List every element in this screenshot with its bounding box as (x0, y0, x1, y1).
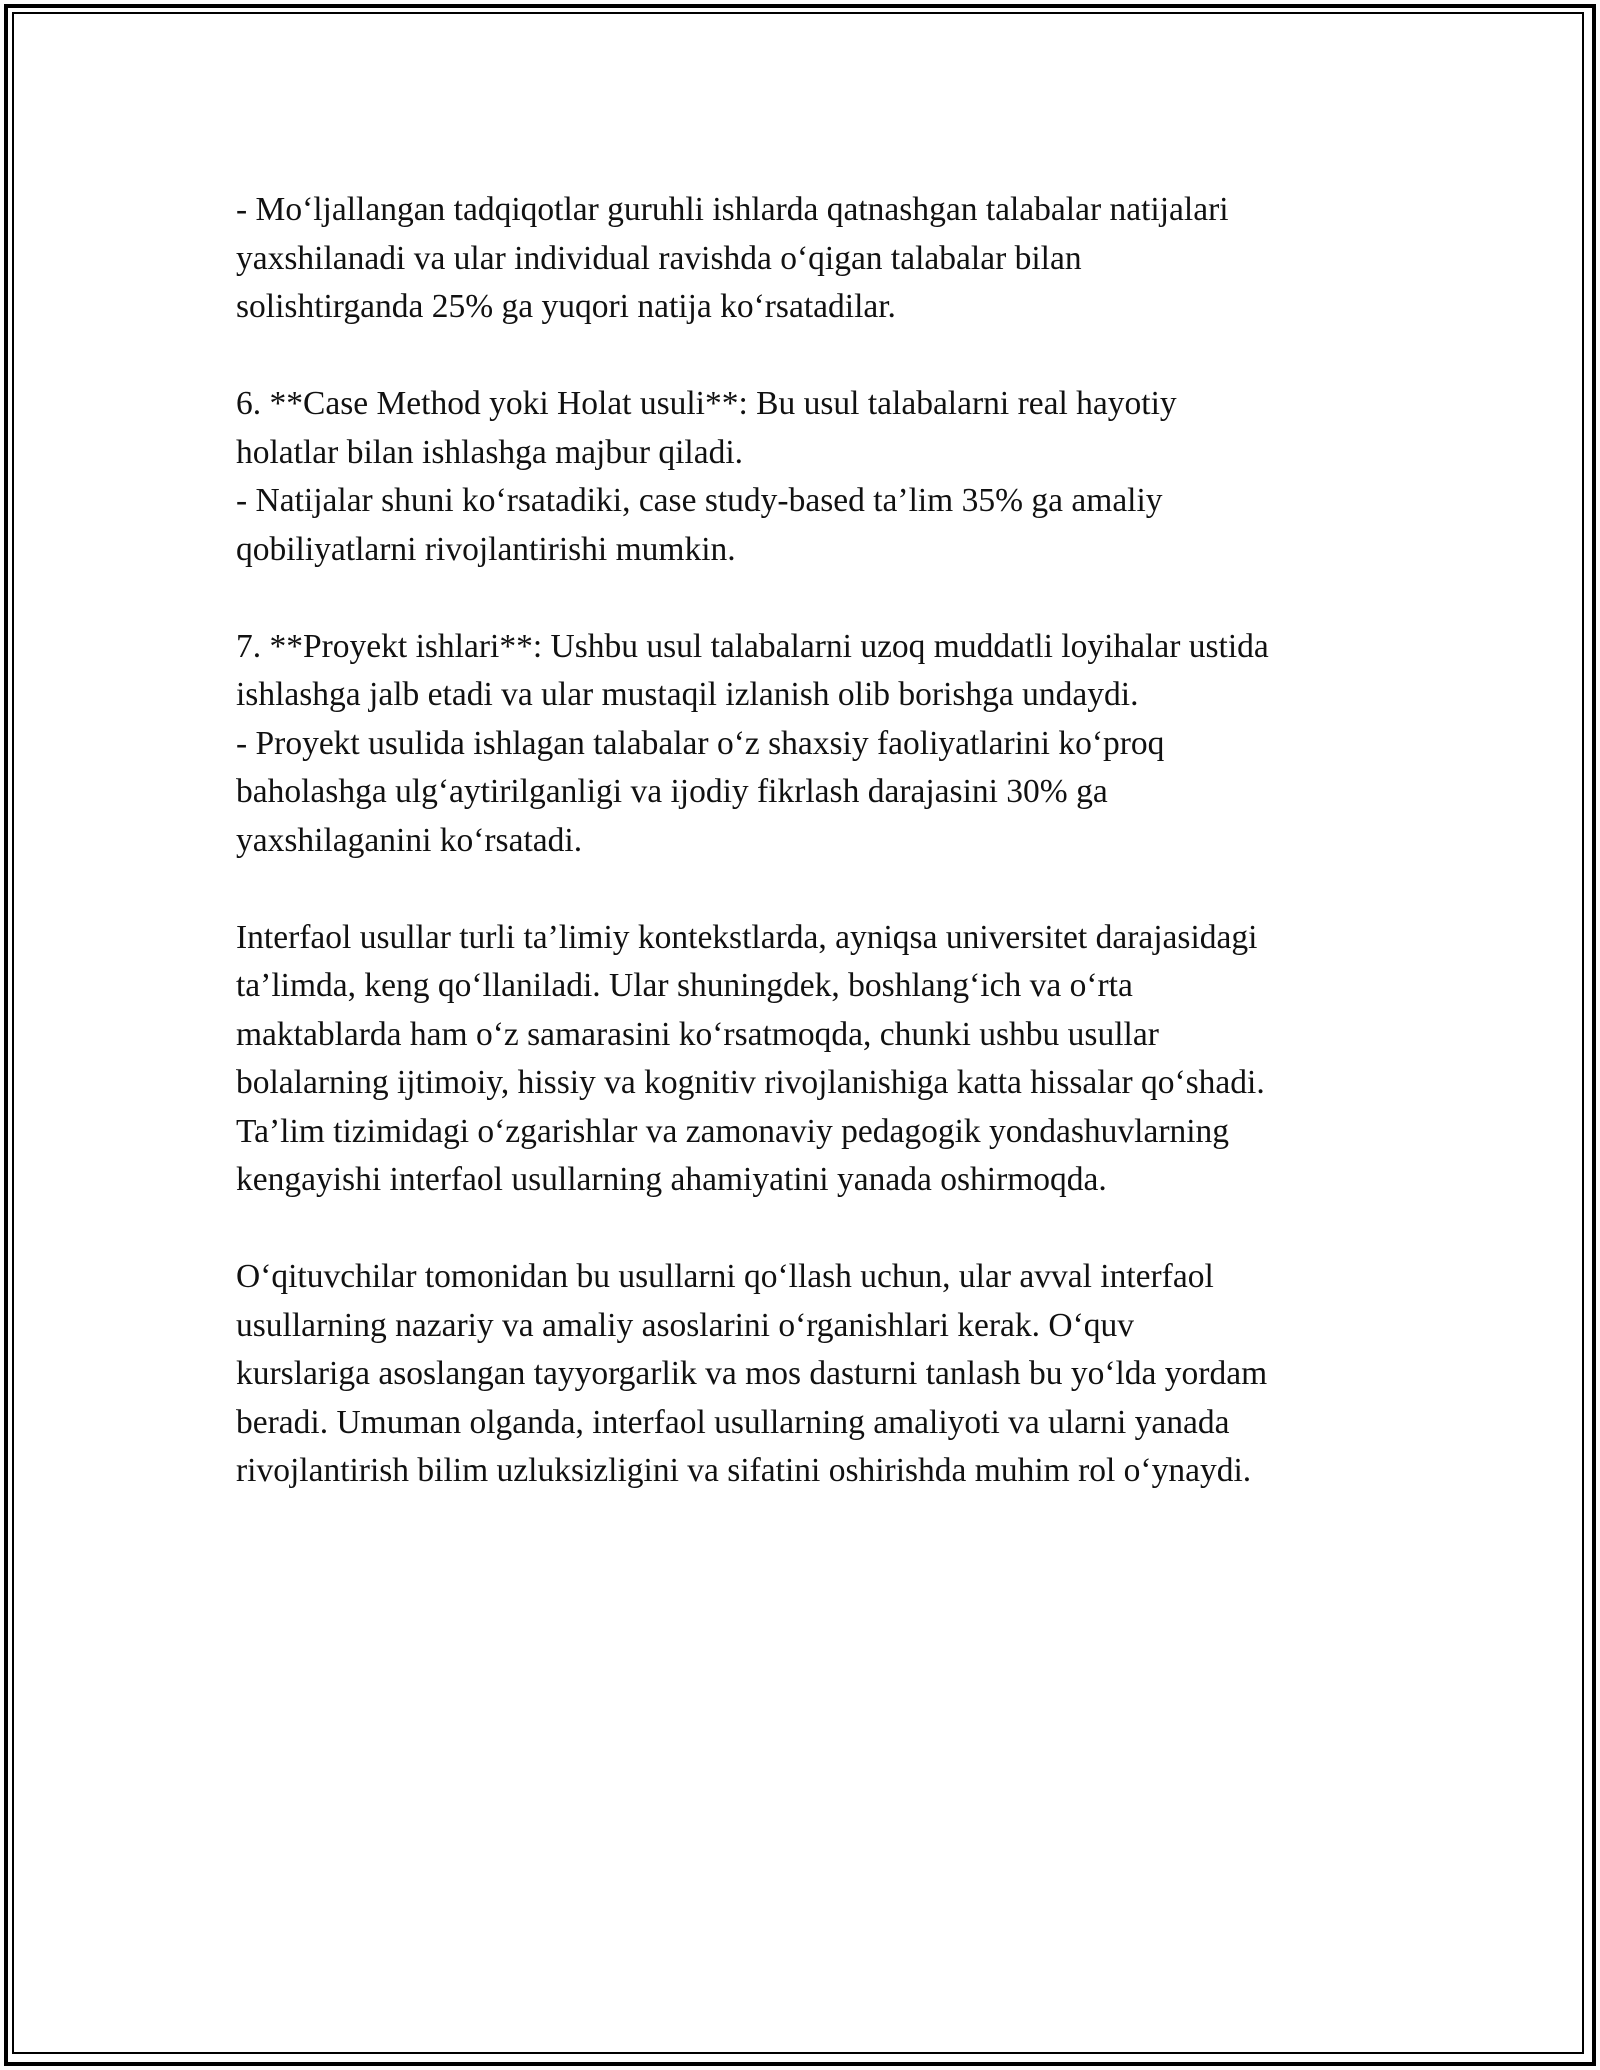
paragraph-interactive-methods: Interfaol usullar turli ta’limiy kontekstlarda, ayniqsa universitet darajasidagi ta’limda, keng qo‘llaniladi. Ular shuningdek, boshlang‘ich va o‘rta maktablarda ham o‘z samarasini ko‘rsatmoqda, chunki ushbu usullar bolalarning ijtimoiy, hissiy va kognitiv rivojlanishiga katta hissalar qo‘shadi. Ta’lim tizimidagi o‘zgarishlar va zamonaviy pedagogik yondashuvlarning kengayishi interfaol usullarning ahamiyatini yanada oshirmoqda. (236, 918, 1265, 1198)
document-body (236, 186, 1396, 1544)
paragraph-case-method: 6. **Case Method yoki Holat usuli**: Bu usul talabalarni real hayotiy holatlar bilan ishlashga majbur qiladi. - Natijalar shuni ko‘rsatadiki, case study-based ta’lim 35% ga amaliy qobiliyatlarni rivojlantirishi mumkin. (236, 385, 1177, 568)
paragraph-project-work: 7. **Proyekt ishlari**: Ushbu usul talabalarni uzoq muddatli loyihalar ustida ishlashga jalb etadi va ular mustaqil izlanish olib borishga undaydi. - Proyekt usulida ishlagan talabalar o‘z shaxsiy faoliyatlarini ko‘proq baholashga ulg‘aytirilganligi va ijodiy fikrlash darajasini 30% ga yaxshilaganini ko‘rsatadi. (236, 627, 1269, 859)
paragraph-teachers: O‘qituvchilar tomonidan bu usullarni qo‘llash uchun, ular avval interfaol usullarning nazariy va amaliy asoslarini o‘rganishlari kerak. O‘quv kurslariga asoslangan tayyorgarlik va mos dasturni tanlash bu yo‘lda yordam beradi. Umuman olganda, interfaol usullarning amaliyoti va ularni yanada rivojlantirish bilim uzluksizligini va sifatini oshirishda muhim rol o‘ynaydi. (236, 1258, 1268, 1489)
paragraph-group-work-result: - Mo‘ljallangan tadqiqotlar guruhli ishlarda qatnashgan talabalar natijalari yaxshilanadi va ular individual ravishda o‘qigan talabalar bilan solishtirganda 25% ga yuqori natija ko‘rsatadilar. (236, 191, 1229, 325)
